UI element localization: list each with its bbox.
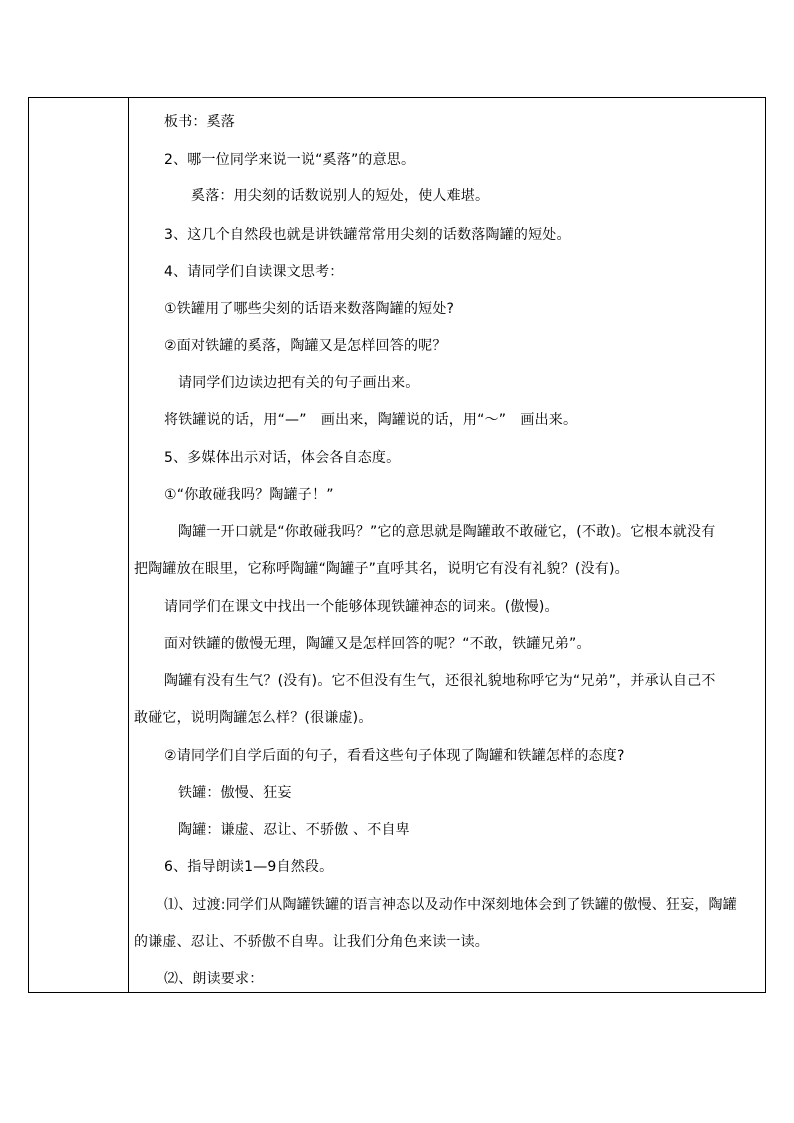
transition-line-2: 的谦虚、忍让、不骄傲不自卑。让我们分角色来读一读。	[134, 934, 489, 950]
self-study-instruction: ②请同学们自学后面的句子，看看这些句子体现了陶罐和铁罐怎样的态度?	[164, 748, 625, 764]
temper-paragraph-line-2: 敢碰它，说明陶罐怎么样？(很谦虚)。	[134, 710, 373, 726]
temper-paragraph-line-1: 陶罐有没有生气？(没有)。它不但没有生气，还很礼貌地称呼它为“兄弟”，并承认自己不	[164, 673, 716, 689]
reading-instruction: 请同学们边读边把有关的句子画出来。	[178, 375, 420, 391]
reading-requirements: ⑵、朗读要求：	[164, 971, 264, 987]
column-divider	[128, 98, 129, 992]
step-5-text: 5、多媒体出示对话，体会各自态度。	[164, 450, 401, 466]
blackboard-note: 板书：奚落	[164, 114, 235, 130]
clay-pot-attitude: 陶罐：谦虚、忍让、不骄傲 、不自卑	[178, 822, 410, 838]
analysis-paragraph-line-2: 把陶罐放在眼里，它称呼陶罐“陶罐子”直呼其名，说明它有没有礼貌？(没有)。	[134, 561, 629, 577]
find-word-instruction: 请同学们在课文中找出一个能够体现铁罐神态的词来。(傲慢)。	[164, 599, 559, 615]
marking-instruction: 将铁罐说的话，用“—” 画出来，陶罐说的话，用“～” 画出来。	[164, 412, 578, 428]
question-2: ②面对铁罐的奚落，陶罐又是怎样回答的呢？	[164, 338, 447, 354]
iron-pot-attitude: 铁罐：傲慢、狂妄	[178, 785, 292, 801]
dialogue-quote: ①“你敢碰我吗？陶罐子！”	[164, 487, 334, 503]
response-question: 面对铁罐的傲慢无理，陶罐又是怎样回答的呢？“不敢，铁罐兄弟”。	[164, 636, 591, 652]
question-1: ①铁罐用了哪些尖刻的话语来数落陶罐的短处?	[164, 301, 455, 317]
word-definition: 奚落：用尖刻的话数说别人的短处，使人难堪。	[191, 188, 490, 204]
transition-line-1: ⑴、过渡:同学们从陶罐铁罐的语言神态以及动作中深刻地体会到了铁罐的傲慢、狂妄，陶罐	[164, 897, 737, 913]
step-4-instruction: 4、请同学们自读课文思考：	[164, 264, 344, 280]
analysis-paragraph-line-1: 陶罐一开口就是“你敢碰我吗？”它的意思就是陶罐敢不敢碰它，(不敢)。它根本就没有	[178, 524, 716, 540]
step-3-text: 3、这几个自然段也就是讲铁罐常常用尖刻的话数落陶罐的短处。	[164, 227, 571, 243]
step-2-question: 2、哪一位同学来说一说“奚落”的意思。	[164, 152, 416, 168]
step-6-text: 6、指导朗读1—9自然段。	[164, 859, 334, 875]
